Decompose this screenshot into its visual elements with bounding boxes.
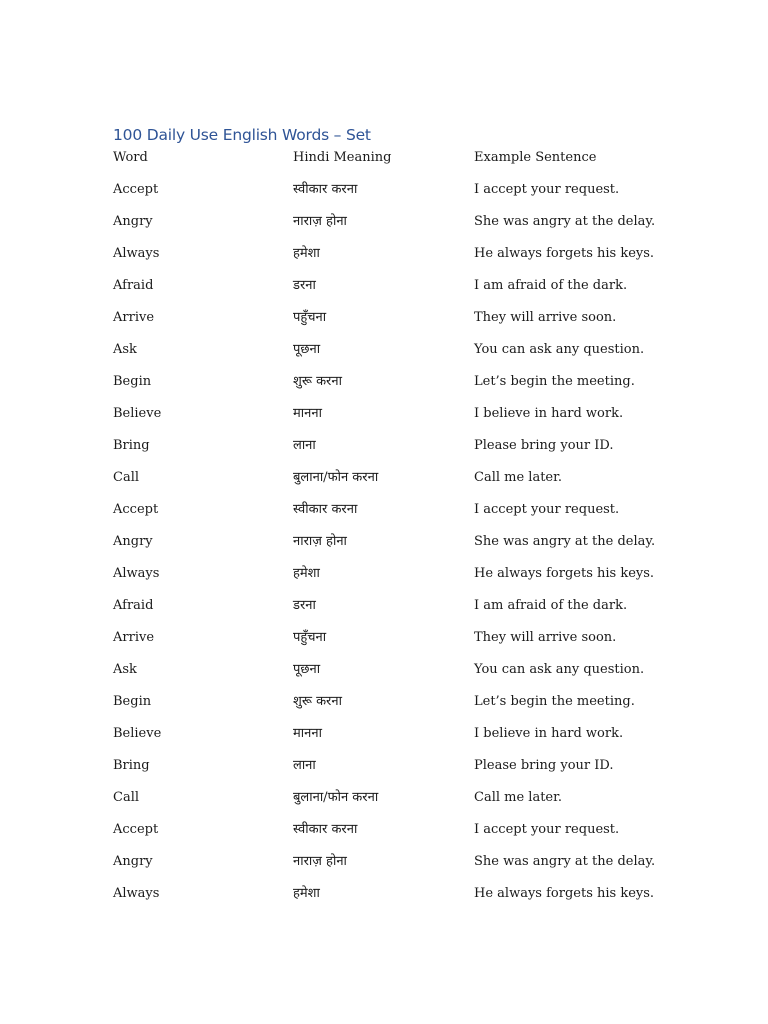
example-sentence-cell: He always forgets his keys.	[474, 246, 655, 261]
word-cell: Always	[113, 886, 160, 901]
example-sentence-cell: She was angry at the delay.	[474, 534, 656, 549]
example-sentence-cell: Call me later.	[474, 790, 563, 805]
table-row	[113, 180, 673, 212]
table-row	[113, 340, 673, 372]
table-row	[113, 788, 673, 820]
hindi-meaning-cell: बुलाना/फोन करना	[293, 790, 379, 805]
hindi-meaning-cell: नाराज़ होना	[293, 534, 347, 549]
example-sentence-cell: Please bring your ID.	[474, 758, 614, 773]
word-cell: Angry	[113, 854, 153, 869]
hindi-meaning-cell: पूछना	[293, 662, 321, 677]
example-sentence-cell: I believe in hard work.	[474, 726, 624, 741]
example-sentence-cell: She was angry at the delay.	[474, 854, 656, 869]
table-row	[113, 596, 673, 628]
word-cell: Accept	[113, 502, 159, 517]
word-cell: Angry	[113, 534, 153, 549]
table-row	[113, 532, 673, 564]
table-row	[113, 212, 673, 244]
hindi-meaning-cell: हमेशा	[293, 566, 320, 581]
table-row	[113, 564, 673, 596]
example-sentence-cell: I accept your request.	[474, 502, 620, 517]
hindi-meaning-cell: लाना	[293, 758, 316, 773]
table-row	[113, 308, 673, 340]
example-sentence-cell: He always forgets his keys.	[474, 886, 655, 901]
table-row	[113, 756, 673, 788]
table-row	[113, 500, 673, 532]
word-cell: Accept	[113, 822, 159, 837]
hindi-meaning-cell: नाराज़ होना	[293, 214, 347, 229]
hindi-meaning-cell: लाना	[293, 438, 316, 453]
word-cell: Ask	[113, 662, 137, 677]
example-sentence-cell: Please bring your ID.	[474, 438, 614, 453]
table-row	[113, 276, 673, 308]
vocabulary-table	[113, 148, 673, 916]
word-cell: Always	[113, 566, 160, 581]
hindi-meaning-cell: बुलाना/फोन करना	[293, 470, 379, 485]
hindi-meaning-cell: पहुँचना	[293, 310, 327, 325]
page-title: 100 Daily Use English Words – Set	[113, 126, 371, 144]
hindi-meaning-cell: शुरू करना	[293, 694, 342, 709]
example-sentence-cell: You can ask any question.	[474, 662, 645, 677]
hindi-meaning-cell: स्वीकार करना	[293, 822, 358, 837]
word-cell: Believe	[113, 406, 162, 421]
example-sentence-cell: Let’s begin the meeting.	[474, 374, 635, 389]
table-row	[113, 884, 673, 916]
hindi-meaning-cell: हमेशा	[293, 246, 320, 261]
word-cell: Afraid	[113, 598, 154, 613]
table-row	[113, 852, 673, 884]
hindi-meaning-cell: नाराज़ होना	[293, 854, 347, 869]
hindi-meaning-cell: शुरू करना	[293, 374, 342, 389]
word-cell: Always	[113, 246, 160, 261]
word-cell: Bring	[113, 758, 150, 773]
column-header-word: Word	[113, 150, 148, 165]
example-sentence-cell: I accept your request.	[474, 182, 620, 197]
hindi-meaning-cell: स्वीकार करना	[293, 502, 358, 517]
example-sentence-cell: She was angry at the delay.	[474, 214, 656, 229]
example-sentence-cell: You can ask any question.	[474, 342, 645, 357]
table-row	[113, 244, 673, 276]
example-sentence-cell: I believe in hard work.	[474, 406, 624, 421]
table-row	[113, 692, 673, 724]
example-sentence-cell: I accept your request.	[474, 822, 620, 837]
word-cell: Arrive	[113, 310, 155, 325]
hindi-meaning-cell: मानना	[293, 726, 322, 741]
example-sentence-cell: Call me later.	[474, 470, 563, 485]
table-row	[113, 660, 673, 692]
word-cell: Bring	[113, 438, 150, 453]
example-sentence-cell: I am afraid of the dark.	[474, 598, 628, 613]
table-row	[113, 820, 673, 852]
example-sentence-cell: I am afraid of the dark.	[474, 278, 628, 293]
word-cell: Call	[113, 470, 140, 485]
word-cell: Begin	[113, 374, 152, 389]
hindi-meaning-cell: स्वीकार करना	[293, 182, 358, 197]
column-header-hindi-meaning: Hindi Meaning	[293, 150, 392, 165]
table-header-row	[113, 148, 673, 180]
hindi-meaning-cell: पहुँचना	[293, 630, 327, 645]
hindi-meaning-cell: पूछना	[293, 342, 321, 357]
table-body	[113, 180, 673, 916]
table-row	[113, 436, 673, 468]
table-row	[113, 372, 673, 404]
example-sentence-cell: They will arrive soon.	[474, 310, 617, 325]
table-row	[113, 724, 673, 756]
word-cell: Believe	[113, 726, 162, 741]
word-cell: Accept	[113, 182, 159, 197]
word-cell: Begin	[113, 694, 152, 709]
table-row	[113, 628, 673, 660]
example-sentence-cell: They will arrive soon.	[474, 630, 617, 645]
hindi-meaning-cell: डरना	[293, 278, 316, 293]
word-cell: Call	[113, 790, 140, 805]
hindi-meaning-cell: मानना	[293, 406, 322, 421]
table-row	[113, 468, 673, 500]
column-header-example-sentence: Example Sentence	[474, 150, 597, 165]
hindi-meaning-cell: डरना	[293, 598, 316, 613]
word-cell: Afraid	[113, 278, 154, 293]
example-sentence-cell: Let’s begin the meeting.	[474, 694, 635, 709]
example-sentence-cell: He always forgets his keys.	[474, 566, 655, 581]
hindi-meaning-cell: हमेशा	[293, 886, 320, 901]
word-cell: Arrive	[113, 630, 155, 645]
word-cell: Ask	[113, 342, 137, 357]
word-cell: Angry	[113, 214, 153, 229]
table-row	[113, 404, 673, 436]
